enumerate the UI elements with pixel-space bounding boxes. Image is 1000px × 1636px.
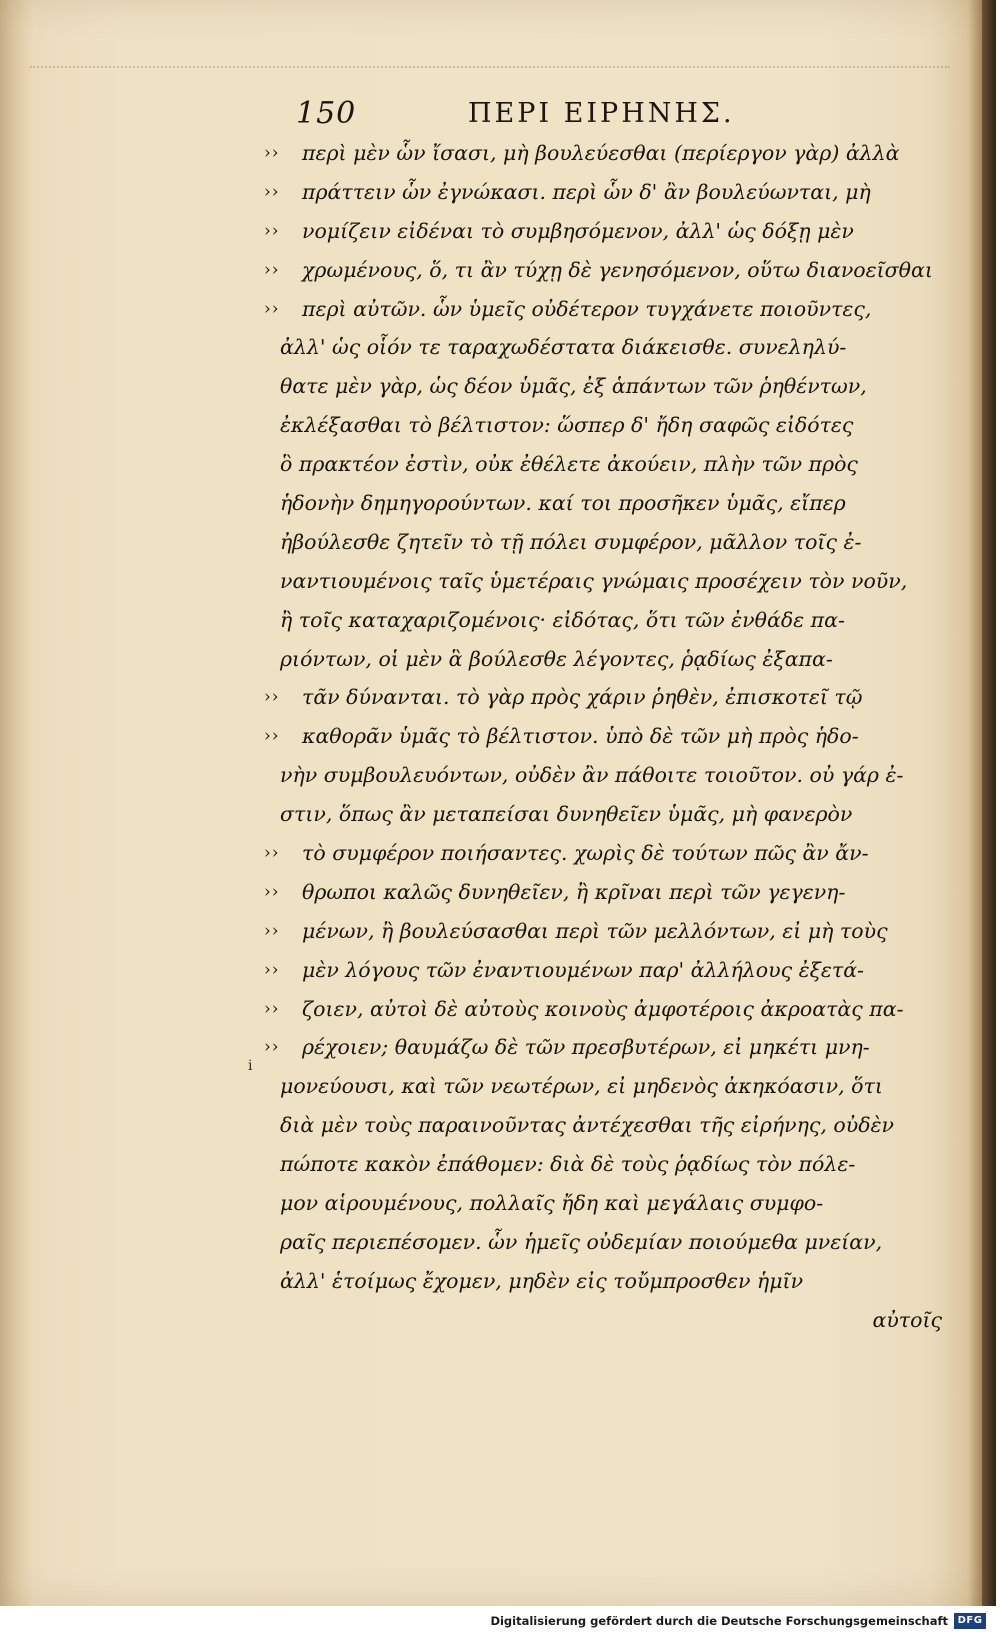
line-text: ἠβούλεσθε ζητεῖν τὸ τῇ πόλει συμφέρον, μᾶλλον τοῖς ἐ- <box>280 529 862 554</box>
text-line <box>264 717 954 756</box>
dfg-logo-icon: DFG <box>954 1613 986 1629</box>
line-text: θρωποι καλῶς δυνηθεῖεν, ἢ κρῖναι περὶ τῶν γεγενη- <box>302 879 846 904</box>
line-text: ναντιουμένοις ταῖς ὑμετέραις γνώμαις προσέχειν τὸν νοῦν, <box>280 568 908 593</box>
text-line <box>264 1028 954 1067</box>
marginal-quote-mark: ›› <box>264 920 280 941</box>
text-line <box>264 1223 954 1262</box>
marginal-quote-mark: ›› <box>264 1037 280 1058</box>
page-header <box>0 96 990 136</box>
marginal-quote-mark: ›› <box>264 998 280 1019</box>
line-text: πώποτε κακὸν ἐπάθομεν: διὰ δὲ τοὺς ῥᾳδίως τὸν πόλε- <box>280 1152 856 1177</box>
text-line <box>264 251 954 290</box>
text-line <box>264 328 954 367</box>
marginal-quote-mark: ›› <box>264 687 280 708</box>
line-text: τὸ συμφέρον ποιήσαντες. χωρὶς δὲ τούτων πῶς ἂν ἄν- <box>302 841 869 866</box>
line-text: ραῖς περιεπέσομεν. ὧν ἡμεῖς οὐδεμίαν ποιούμεθα μνείαν, <box>280 1229 883 1254</box>
text-line <box>264 173 954 212</box>
funding-credit: Digitalisierung gefördert durch die Deutsche Forschungsgemeinschaft <box>490 1614 948 1628</box>
marginal-quote-mark: ›› <box>264 220 280 241</box>
text-line <box>264 445 954 484</box>
line-text: ἀλλ' ὡς οἷόν τε ταραχωδέστατα διάκεισθε. συνεληλύ- <box>280 335 847 360</box>
digitization-footer <box>0 1606 1000 1636</box>
line-text: τᾶν δύνανται. τὸ γὰρ πρὸς χάριν ῥηθὲν, ἐπισκοτεῖ τῷ <box>302 685 863 710</box>
text-line <box>264 367 954 406</box>
text-line <box>264 1106 954 1145</box>
line-text: ἀλλ' ἑτοίμως ἔχομεν, μηδὲν εἰς τοὔμπροσθεν ἡμῖν <box>280 1268 804 1293</box>
line-text: πράττειν ὧν ἐγνώκασι. περὶ ὧν δ' ἂν βουλεύωνται, μὴ <box>302 179 871 204</box>
marginal-quote-mark: ›› <box>264 881 280 902</box>
marginal-quote-mark: ›› <box>264 726 280 747</box>
marginal-quote-mark: ›› <box>264 259 280 280</box>
text-line <box>264 1184 954 1223</box>
line-text: καθορᾶν ὑμᾶς τὸ βέλτιστον. ὑπὸ δὲ τῶν μὴ πρὸς ἡδο- <box>302 724 859 749</box>
text-line <box>264 912 954 951</box>
text-line <box>264 1262 954 1301</box>
marginal-quote-mark: ›› <box>264 298 280 319</box>
page-edge <box>982 0 996 1606</box>
catchword <box>264 1301 954 1340</box>
line-text: περὶ μὲν ὧν ἴσασι, μὴ βουλεύεσθαι (περίεργον γὰρ) ἀλλὰ <box>302 141 900 165</box>
text-line <box>264 406 954 445</box>
greek-text-block <box>264 134 954 1340</box>
text-line <box>264 523 954 562</box>
text-line <box>264 484 954 523</box>
line-text: ριόντων, οἱ μὲν ἃ βούλεσθε λέγοντες, ῥᾳδίως ἐξαπα- <box>280 646 833 671</box>
text-line <box>264 212 954 251</box>
line-text: χρωμένους, ὅ, τι ἂν τύχῃ δὲ γενησόμενον, οὕτω διανοεῖσθαι <box>302 257 933 282</box>
marginal-quote-mark: ›› <box>264 181 280 202</box>
marginal-quote-mark: ›› <box>264 959 280 980</box>
text-line <box>264 873 954 912</box>
line-text: μένων, ἢ βουλεύσασθαι περὶ τῶν μελλόντων, εἰ μὴ τοὺς <box>302 918 888 943</box>
line-text: περὶ αὐτῶν. ὧν ὑμεῖς οὐδέτερον τυγχάνετε ποιοῦντες, <box>302 296 872 321</box>
line-text: ἢ τοῖς καταχαριζομένοις· εἰδότας, ὅτι τῶν ἐνθάδε πα- <box>280 607 845 632</box>
text-line <box>264 990 954 1029</box>
text-line <box>264 834 954 873</box>
line-text: μον αἱρουμένους, πολλαῖς ἤδη καὶ μεγάλαις συμφο- <box>280 1191 824 1216</box>
text-line <box>264 756 954 795</box>
line-text: ἡδονὴν δημηγορούντων. καί τοι προσῆκεν ὑμᾶς, εἴπερ <box>280 491 846 516</box>
running-head: ΠΕΡΙ ΕΙΡΗΝΗΣ. <box>468 98 735 129</box>
line-text: ἐκλέξασθαι τὸ βέλτιστον: ὥσπερ δ' ἤδη σαφῶς εἰδότες <box>280 413 854 438</box>
line-text: ὃ πρακτέον ἐστὶν, οὐκ ἐθέλετε ἀκούειν, πλὴν τῶν πρὸς <box>280 452 858 477</box>
margin-mark: i <box>248 1058 253 1074</box>
line-text: στιν, ὅπως ἂν μεταπείσαι δυνηθεῖεν ὑμᾶς, μὴ φανερὸν <box>280 802 853 827</box>
marginal-quote-mark: ›› <box>264 843 280 864</box>
text-line <box>264 951 954 990</box>
line-text: μὲν λόγους τῶν ἐναντιουμένων παρ' ἀλλήλους ἐξετά- <box>302 957 864 982</box>
text-line <box>264 640 954 679</box>
decorative-rule <box>30 66 950 70</box>
line-text: διὰ μὲν τοὺς παραινοῦντας ἀντέχεσθαι τῆς εἰρήνης, οὐδὲν <box>280 1113 895 1138</box>
line-text: αὐτοῖς <box>872 1307 942 1332</box>
text-line <box>264 678 954 717</box>
line-text: ρέχοιεν; θαυμάζω δὲ τῶν πρεσβυτέρων, εἰ μηκέτι μνη- <box>302 1035 870 1060</box>
line-text: μονεύουσι, καὶ τῶν νεωτέρων, εἰ μηδενὸς ἀκηκόασιν, ὅτι <box>280 1074 883 1099</box>
line-text: νὴν συμβουλευόντων, οὐδὲν ἂν πάθοιτε τοιοῦτον. οὐ γάρ ἐ- <box>280 763 904 788</box>
text-line <box>264 601 954 640</box>
page-number: 150 <box>296 96 357 131</box>
text-line <box>264 1145 954 1184</box>
text-line <box>264 795 954 834</box>
marginal-quote-mark: ›› <box>264 143 280 163</box>
line-text: θατε μὲν γὰρ, ὡς δέον ὑμᾶς, ἐξ ἁπάντων τῶν ῥηθέντων, <box>280 374 867 399</box>
text-line <box>264 562 954 601</box>
text-line <box>264 1067 954 1106</box>
line-text: ζοιεν, αὐτοὶ δὲ αὐτοὺς κοινοὺς ἀμφοτέροις ἀκροατὰς πα- <box>302 996 904 1021</box>
text-line <box>264 290 954 329</box>
line-text: νομίζειν εἰδέναι τὸ συμβησόμενον, ἀλλ' ὡς δόξῃ μὲν <box>302 218 854 243</box>
text-line <box>264 134 954 173</box>
